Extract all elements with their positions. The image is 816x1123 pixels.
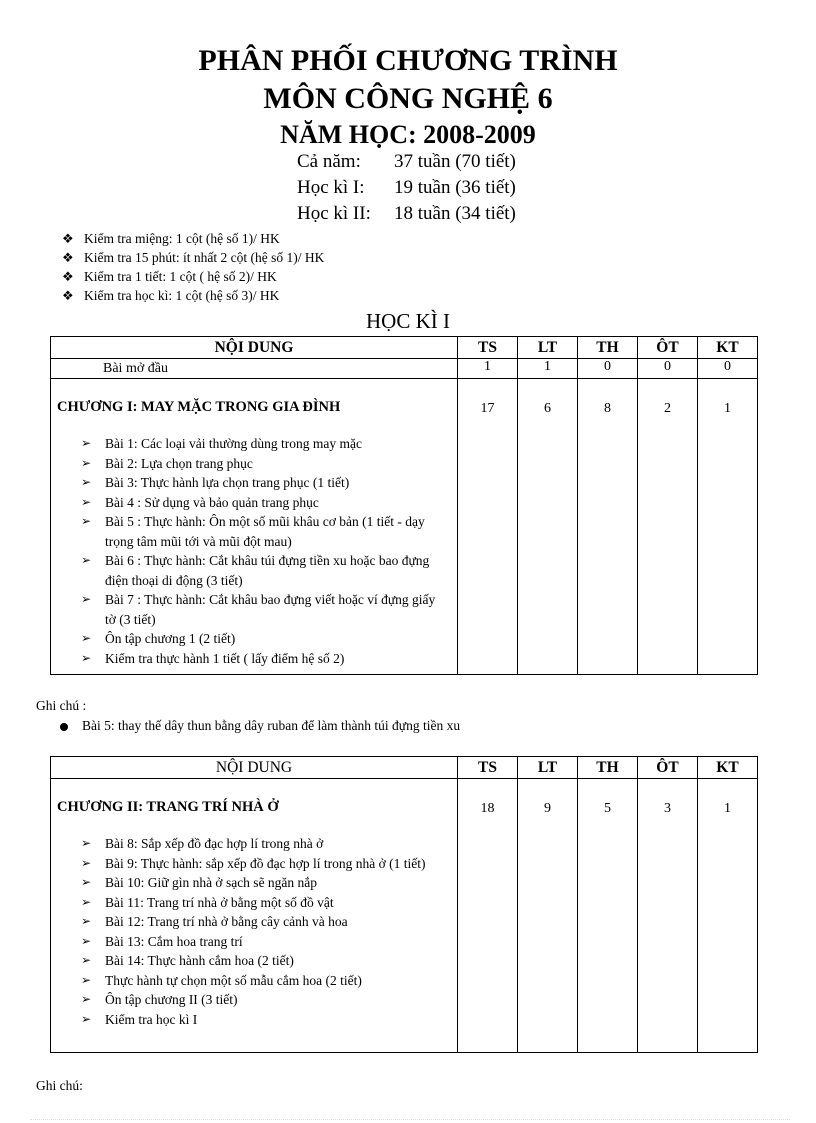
year-info-value: 18 tuần (34 tiết) — [394, 203, 516, 224]
cell-th: 8 — [578, 379, 638, 675]
table-header-row — [51, 337, 758, 359]
cell-th: 0 — [578, 359, 638, 379]
list-item: ➢ Bài 11: Trang trí nhà ở bằng một số đồ vật — [51, 893, 457, 913]
note-text: Bài 5: thay thế dây thun bằng dây ruban để làm thành túi đựng tiền xu — [82, 718, 461, 733]
lesson-list — [51, 834, 457, 1029]
column-header-ot: ÔT — [638, 757, 698, 779]
title-line-1: PHÂN PHỐI CHƯƠNG TRÌNH — [198, 44, 618, 77]
year-info-semester-2 — [297, 201, 516, 227]
cell-lt: 6 — [518, 379, 578, 675]
assessment-text: Kiểm tra 15 phút: ít nhất 2 cột (hệ số 1)/ HK — [84, 250, 325, 265]
list-item: ➢ Bài 4 : Sử dụng và bảo quản trang phục — [51, 493, 457, 513]
column-header-kt: KT — [698, 757, 758, 779]
cell-kt: 1 — [698, 779, 758, 1053]
assessment-item — [62, 249, 324, 267]
year-info-label: Học kì II: — [297, 203, 371, 224]
column-header-th: TH — [578, 337, 638, 359]
year-info-label: Học kì I: — [297, 177, 365, 198]
cell-th: 5 — [578, 779, 638, 1053]
assessment-item — [62, 230, 280, 248]
list-item: ➢ Bài 8: Sắp xếp đồ đạc hợp lí trong nhà ở — [51, 834, 457, 854]
semester-title: HỌC KÌ I — [366, 309, 450, 333]
cell-ot: 2 — [638, 379, 698, 675]
list-item: ➢ Ôn tập chương 1 (2 tiết) — [51, 629, 457, 649]
list-item: ➢ Bài 1: Các loại vải thường dùng trong may mặc — [51, 434, 457, 454]
chapter-title: CHƯƠNG II: TRANG TRÍ NHÀ Ở — [57, 799, 279, 815]
column-header-ts: TS — [458, 757, 518, 779]
year-info-value: 37 tuần (70 tiết) — [394, 151, 516, 172]
schedule-table-chapter-2 — [50, 756, 758, 1053]
assessment-text: Kiểm tra miệng: 1 cột (hệ số 1)/ HK — [84, 231, 280, 246]
year-info-semester-1 — [297, 175, 516, 201]
bullet-dot-icon — [60, 723, 68, 731]
lesson-list — [51, 434, 457, 668]
chapter-title: CHƯƠNG I: MAY MẶC TRONG GIA ĐÌNH — [57, 399, 341, 415]
list-item: ➢ Bài 10: Giữ gìn nhà ở sạch sẽ ngăn nắp — [51, 873, 457, 893]
cell-ts: 18 — [458, 779, 518, 1053]
intro-label: Bài mở đầu — [51, 359, 458, 379]
table-row-intro — [51, 359, 758, 379]
cell-lt: 9 — [518, 779, 578, 1053]
cell-ts: 1 — [458, 359, 518, 379]
list-item: ➢ Thực hành tự chọn một số mẫu cắm hoa (2 tiết) — [51, 971, 457, 991]
cell-lt: 1 — [518, 359, 578, 379]
column-header-lt: LT — [518, 337, 578, 359]
diamond-bullet-icon: ❖ — [62, 231, 74, 246]
column-header-th: TH — [578, 757, 638, 779]
cell-kt: 1 — [698, 379, 758, 675]
table-header-row — [51, 757, 758, 779]
assessment-item — [62, 268, 277, 286]
assessment-text: Kiểm tra 1 tiết: 1 cột ( hệ số 2)/ HK — [84, 269, 277, 284]
assessment-text: Kiểm tra học kì: 1 cột (hệ số 3)/ HK — [84, 288, 280, 303]
diamond-bullet-icon: ❖ — [62, 288, 74, 303]
chapter-content-cell — [51, 379, 458, 675]
cell-ot: 0 — [638, 359, 698, 379]
list-item: ➢ Ôn tập chương II (3 tiết) — [51, 990, 457, 1010]
column-header-ts: TS — [458, 337, 518, 359]
list-item: ➢ Bài 2: Lựa chọn trang phục — [51, 454, 457, 474]
list-item: ➢ Bài 12: Trang trí nhà ở bằng cây cảnh và hoa — [51, 912, 457, 932]
list-item: ➢ Bài 5 : Thực hành: Ôn một số mũi khâu cơ bản (1 tiết - dạy trọng tâm mũi tới và mũi đột mau) — [51, 512, 457, 551]
diamond-bullet-icon: ❖ — [62, 250, 74, 265]
column-header-lt: LT — [518, 757, 578, 779]
diamond-bullet-icon: ❖ — [62, 269, 74, 284]
column-header-ot: ÔT — [638, 337, 698, 359]
schedule-table-chapter-1 — [50, 336, 758, 675]
year-info-full — [297, 149, 516, 175]
note-label: Ghi chú: — [36, 1078, 83, 1093]
list-item: ➢ Kiểm tra học kì I — [51, 1010, 457, 1030]
page-edge-divider — [30, 1119, 790, 1120]
table-row-chapter — [51, 379, 758, 675]
year-info-label: Cả năm: — [297, 151, 361, 172]
title-line-2: MÔN CÔNG NGHỆ 6 — [263, 82, 553, 115]
cell-kt: 0 — [698, 359, 758, 379]
list-item: ➢ Kiểm tra thực hành 1 tiết ( lấy điểm hệ số 2) — [51, 649, 457, 669]
assessment-item — [62, 287, 279, 305]
note-label: Ghi chú : — [36, 698, 87, 713]
column-header-kt: KT — [698, 337, 758, 359]
note-item — [60, 718, 460, 734]
cell-ot: 3 — [638, 779, 698, 1053]
school-year: NĂM HỌC: 2008-2009 — [280, 120, 536, 149]
list-item: ➢ Bài 7 : Thực hành: Cắt khâu bao đựng viết hoặc ví đựng giấy tờ (3 tiết) — [51, 590, 457, 629]
list-item: ➢ Bài 3: Thực hành lựa chọn trang phục (1 tiết) — [51, 473, 457, 493]
table-row-chapter — [51, 779, 758, 1053]
list-item: ➢ Bài 14: Thực hành cắm hoa (2 tiết) — [51, 951, 457, 971]
chapter-content-cell — [51, 779, 458, 1053]
column-header-content: NỘI DUNG — [51, 337, 458, 359]
list-item: ➢ Bài 9: Thực hành: sắp xếp đồ đạc hợp lí trong nhà ở (1 tiết) — [51, 854, 457, 874]
column-header-content: NỘI DUNG — [51, 757, 458, 779]
list-item: ➢ Bài 13: Cắm hoa trang trí — [51, 932, 457, 952]
cell-ts: 17 — [458, 379, 518, 675]
list-item: ➢ Bài 6 : Thực hành: Cắt khâu túi đựng tiền xu hoặc bao đựng điện thoại di động (3 tiết) — [51, 551, 457, 590]
year-info-value: 19 tuần (36 tiết) — [394, 177, 516, 198]
